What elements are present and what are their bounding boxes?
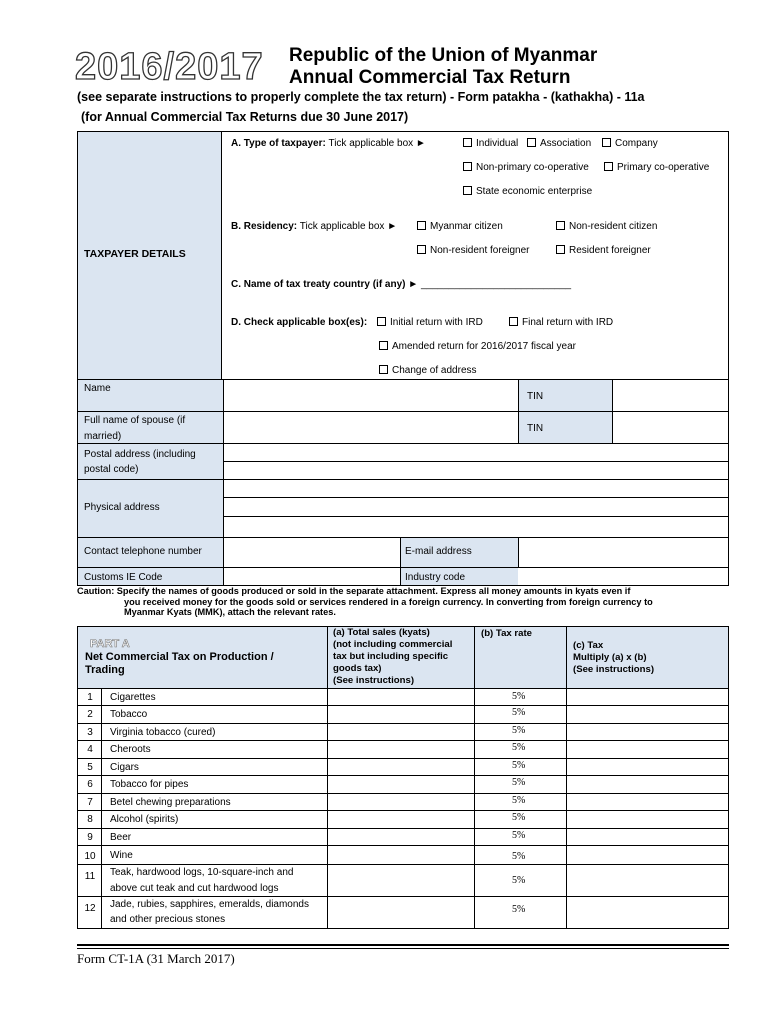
row-rate: 5% <box>512 904 526 915</box>
checkbox-icon <box>417 245 426 254</box>
row-item: Jade, rubies, sapphires, emeralds, diamonds <box>110 899 309 910</box>
checkbox-icon <box>602 138 611 147</box>
checkbox-icon <box>463 138 472 147</box>
row-item-continued: above cut teak and cut hardwood logs <box>110 883 279 894</box>
spouse-tin-label: TIN <box>527 423 544 434</box>
row-rate: 5% <box>512 707 526 718</box>
row-item-continued: and other precious stones <box>110 914 226 925</box>
row-item: Alcohol (spirits) <box>110 814 179 825</box>
row-item: Cigars <box>110 762 139 773</box>
form-id-footer: Form CT-1A (31 March 2017) <box>77 951 235 966</box>
col-c-header: (c) Tax Multiply (a) x (b) (See instructions) <box>573 640 655 675</box>
row-number: 2 <box>87 709 93 720</box>
row-rate: 5% <box>512 795 526 806</box>
checkbox-amended-return[interactable]: Amended return for 2016/2017 fiscal year <box>379 341 576 352</box>
form-title-line2: Annual Commercial Tax Return <box>289 67 571 88</box>
row-rate: 5% <box>512 830 526 841</box>
checkbox-icon <box>379 365 388 374</box>
col-a-header: (a) Total sales (kyats) (not including commercial tax but including specific goods tax) (See instructions) <box>333 627 453 686</box>
row-number: 1 <box>87 692 93 703</box>
checkbox-icon <box>556 221 565 230</box>
email-input[interactable] <box>519 538 727 566</box>
form-subtitle-due-date: (for Annual Commercial Tax Returns due 30 June 2017) <box>81 110 409 124</box>
row-number: 8 <box>87 814 93 825</box>
row-item: Cheroots <box>110 744 151 755</box>
physical-address-input[interactable] <box>224 480 727 536</box>
caution-note <box>77 586 729 618</box>
postal-address-input[interactable] <box>224 444 727 478</box>
industry-code-label: Industry code <box>405 572 466 583</box>
row-item: Tobacco for pipes <box>110 779 189 790</box>
checkbox-icon <box>556 245 565 254</box>
residency-question: B. Residency: Tick applicable box ► <box>231 221 398 232</box>
caution-line-3: Myanmar Kyats (MMK), attach the relevant rates. <box>124 607 336 617</box>
row-number: 9 <box>87 832 93 843</box>
industry-code-input[interactable] <box>519 568 727 584</box>
tin-label: TIN <box>527 391 544 402</box>
name-label: Name <box>84 383 111 394</box>
row-rate: 5% <box>512 742 526 753</box>
checkbox-non-resident-citizen[interactable]: Non-resident citizen <box>556 221 657 232</box>
checkbox-state-enterprise[interactable]: State economic enterprise <box>463 186 592 197</box>
checkbox-icon <box>463 162 472 171</box>
row-rate: 5% <box>512 725 526 736</box>
row-rate: 5% <box>512 875 526 886</box>
row-number: 10 <box>84 851 96 862</box>
caution-line-1: Caution: Specify the names of goods produced or sold in the separate attachment. Express all money amounts in kyats even if <box>77 586 631 596</box>
row-rate: 5% <box>512 760 526 771</box>
checkbox-final-return[interactable]: Final return with IRD <box>509 317 613 328</box>
taxpayer-details-label: TAXPAYER DETAILS <box>84 248 186 260</box>
taxpayer-type-question: A. Type of taxpayer: Tick applicable box ► <box>231 138 426 149</box>
checkbox-icon <box>379 341 388 350</box>
checkbox-non-resident-foreigner[interactable]: Non-resident foreigner <box>417 245 530 256</box>
checkbox-initial-return[interactable]: Initial return with IRD <box>377 317 483 328</box>
row-number: 11 <box>84 871 96 882</box>
checkbox-icon <box>509 317 518 326</box>
row-number: 3 <box>87 727 93 738</box>
row-item: Beer <box>110 832 132 843</box>
checkbox-resident-foreigner[interactable]: Resident foreigner <box>556 245 651 256</box>
form-subtitle-instructions: (see separate instructions to properly complete the tax return) - Form patakha - (kathakha) - 11a <box>77 90 645 104</box>
row-rate: 5% <box>512 851 526 862</box>
checkbox-myanmar-citizen[interactable]: Myanmar citizen <box>417 221 503 232</box>
spouse-label-line1: Full name of spouse (if <box>84 415 186 426</box>
checkbox-change-address[interactable]: Change of address <box>379 365 477 376</box>
row-rate: 5% <box>512 812 526 823</box>
customs-code-label: Customs IE Code <box>84 572 163 583</box>
checkbox-icon <box>527 138 536 147</box>
name-input[interactable] <box>224 380 517 410</box>
part-a-heading-line2: Trading <box>85 664 125 676</box>
row-number: 4 <box>87 744 93 755</box>
phone-label: Contact telephone number <box>84 546 202 557</box>
email-label: E-mail address <box>405 546 472 557</box>
physical-address-label: Physical address <box>84 502 160 513</box>
checkbox-primary-cooperative[interactable]: Primary co-operative <box>604 162 709 173</box>
row-item: Tobacco <box>110 709 148 720</box>
checkbox-icon <box>417 221 426 230</box>
checkbox-icon <box>604 162 613 171</box>
row-number: 5 <box>87 762 93 773</box>
checkbox-company[interactable]: Company <box>602 138 658 149</box>
part-a-label: PART A <box>90 638 130 650</box>
postal-label-line1: Postal address (including <box>84 449 196 460</box>
form-year: 2016/2017 <box>75 46 264 88</box>
postal-label-line2: postal code) <box>84 464 139 475</box>
spouse-label-line2: married) <box>84 431 122 442</box>
applicable-boxes-question: D. Check applicable box(es): <box>231 317 368 328</box>
part-a-heading-line1: Net Commercial Tax on Production / <box>85 651 274 663</box>
checkbox-icon <box>377 317 386 326</box>
row-item: Teak, hardwood logs, 10-square-inch and <box>110 867 294 878</box>
row-rate: 5% <box>512 691 526 702</box>
customs-code-input[interactable] <box>224 568 399 584</box>
caution-line-2: you received money for the goods sold or services rendered in a foreign currency. In converting from foreign currency to <box>124 596 653 607</box>
row-item: Wine <box>110 850 133 861</box>
checkbox-individual[interactable]: Individual <box>463 138 518 149</box>
treaty-country-field[interactable]: C. Name of tax treaty country (if any) ► ___________________________ <box>231 279 572 290</box>
row-number: 6 <box>87 779 93 790</box>
row-number: 7 <box>87 797 93 808</box>
row-number: 12 <box>84 903 96 914</box>
checkbox-non-primary-cooperative[interactable]: Non-primary co-operative <box>463 162 589 173</box>
row-item: Virginia tobacco (cured) <box>110 727 216 738</box>
phone-input[interactable] <box>224 538 399 566</box>
row-rate: 5% <box>512 777 526 788</box>
col-b-header: (b) Tax rate <box>481 628 532 639</box>
row-item: Betel chewing preparations <box>110 797 231 808</box>
spouse-name-input[interactable] <box>224 412 517 442</box>
spouse-tin-input[interactable] <box>613 412 727 442</box>
checkbox-icon <box>463 186 472 195</box>
checkbox-association[interactable]: Association <box>527 138 591 149</box>
form-title-line1: Republic of the Union of Myanmar <box>289 45 598 66</box>
row-item: Cigarettes <box>110 692 156 703</box>
tin-input[interactable] <box>613 380 727 410</box>
